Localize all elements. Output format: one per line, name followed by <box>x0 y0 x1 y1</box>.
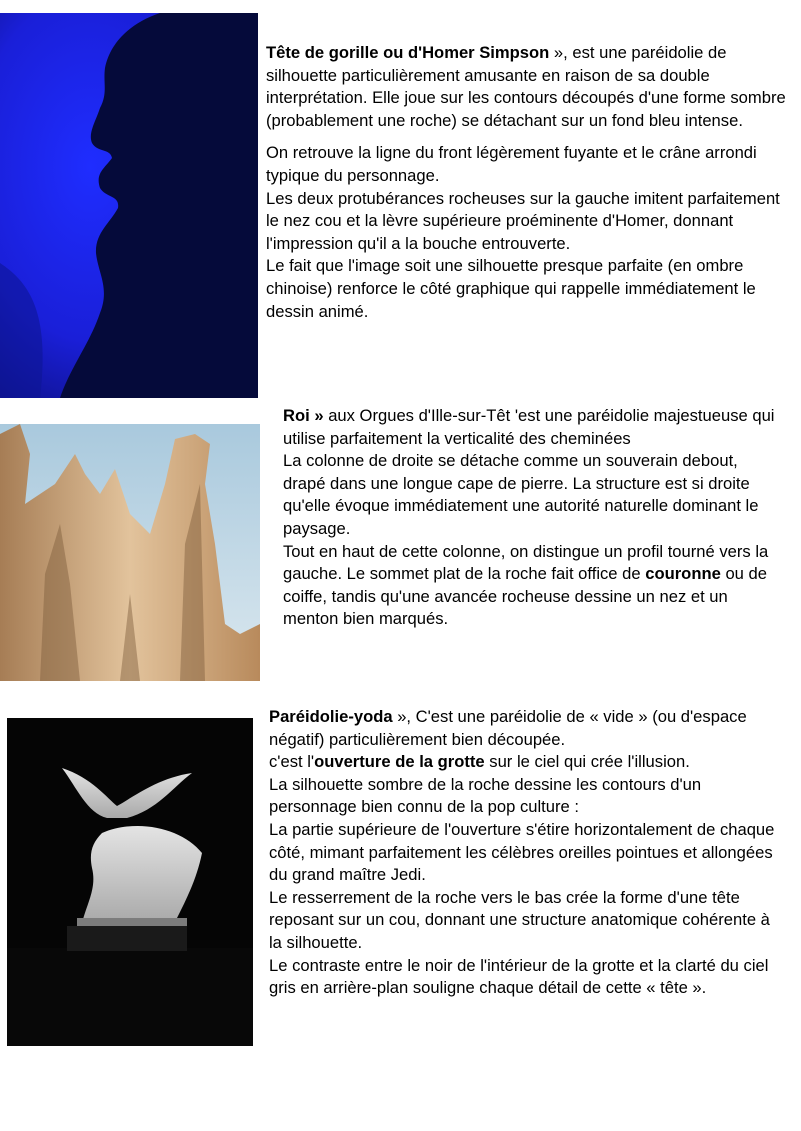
section2-intro: Roi » aux Orgues d'Ille-sur-Têt 'est une paréidolie majestueuse qui utilise parfaitement la verticalité des cheminées <box>283 406 775 448</box>
section1-text <box>266 42 786 323</box>
section3-intro: Paréidolie-yoda », C'est une paréidolie de « vide » (ou d'espace négatif) particulièrement bien découpée. <box>269 707 747 749</box>
section3-text <box>269 706 779 1000</box>
section3-paragraph-4: La partie supérieure de l'ouverture s'étire horizontalement de chaque côté, mimant parfaitement les célèbres oreilles pointues et allongées du grand maître Jedi. <box>269 819 775 885</box>
orgues-roi-photo <box>0 424 260 681</box>
section2-text <box>283 405 783 631</box>
section3-paragraph-5: Le resserrement de la roche vers le bas crée la forme d'une tête reposant sur un cou, donnant une structure anatomique cohérente à la silhouette. <box>269 887 770 952</box>
section1-intro: Tête de gorille ou d'Homer Simpson », est une paréidolie de silhouette particulièrement amusante en raison de sa double interprétation. Elle joue sur les contours découpés d'une forme sombre (probablement une roche) se détachant sur un fond bleu intense. <box>266 43 786 130</box>
section2-title: Roi » <box>283 406 324 425</box>
section3-paragraph-3: La silhouette sombre de la roche dessine les contours d'un personnage bien connu de la pop culture : <box>269 774 702 817</box>
section2-paragraph-3: Tout en haut de cette colonne, on distingue un profil tourné vers la gauche. Le sommet plat de la roche fait office de couronne ou de coiffe, tandis qu'une avancée rocheuse dessine un nez et un menton bien marqués. <box>283 541 769 629</box>
section1-paragraph-3: Les deux protubérances rocheuses sur la gauche imitent parfaitement le nez cou et la lèvre supérieure proéminente d'Homer, donnant l'impression qu'il a la bouche entrouverte. <box>266 188 780 253</box>
yoda-cave-photo <box>7 718 253 1046</box>
homer-silhouette-photo <box>0 13 258 398</box>
section3-title: Paréidolie-yoda <box>269 707 393 726</box>
section1-paragraph-2: On retrouve la ligne du front légèrement fuyante et le crâne arrondi typique du personnage. <box>266 143 757 185</box>
section1-paragraph-4: Le fait que l'image soit une silhouette presque parfaite (en ombre chinoise) renforce le côté graphique qui rappelle immédiatement le dessin animé. <box>266 256 756 321</box>
section1-title: Tête de gorille ou d'Homer Simpson <box>266 43 550 62</box>
section3-paragraph-2: c'est l'ouverture de la grotte sur le ciel qui crée l'illusion. <box>269 752 690 772</box>
section2-paragraph-2: La colonne de droite se détache comme un souverain debout, drapé dans une longue cape de pierre. La structure est si droite qu'elle évoque immédiatement une autorité naturelle dominant le paysage. <box>283 451 759 538</box>
section3-paragraph-6: Le contraste entre le noir de l'intérieur de la grotte et la clarté du ciel gris en arrière-plan souligne chaque détail de cette « tête ». <box>269 955 769 998</box>
